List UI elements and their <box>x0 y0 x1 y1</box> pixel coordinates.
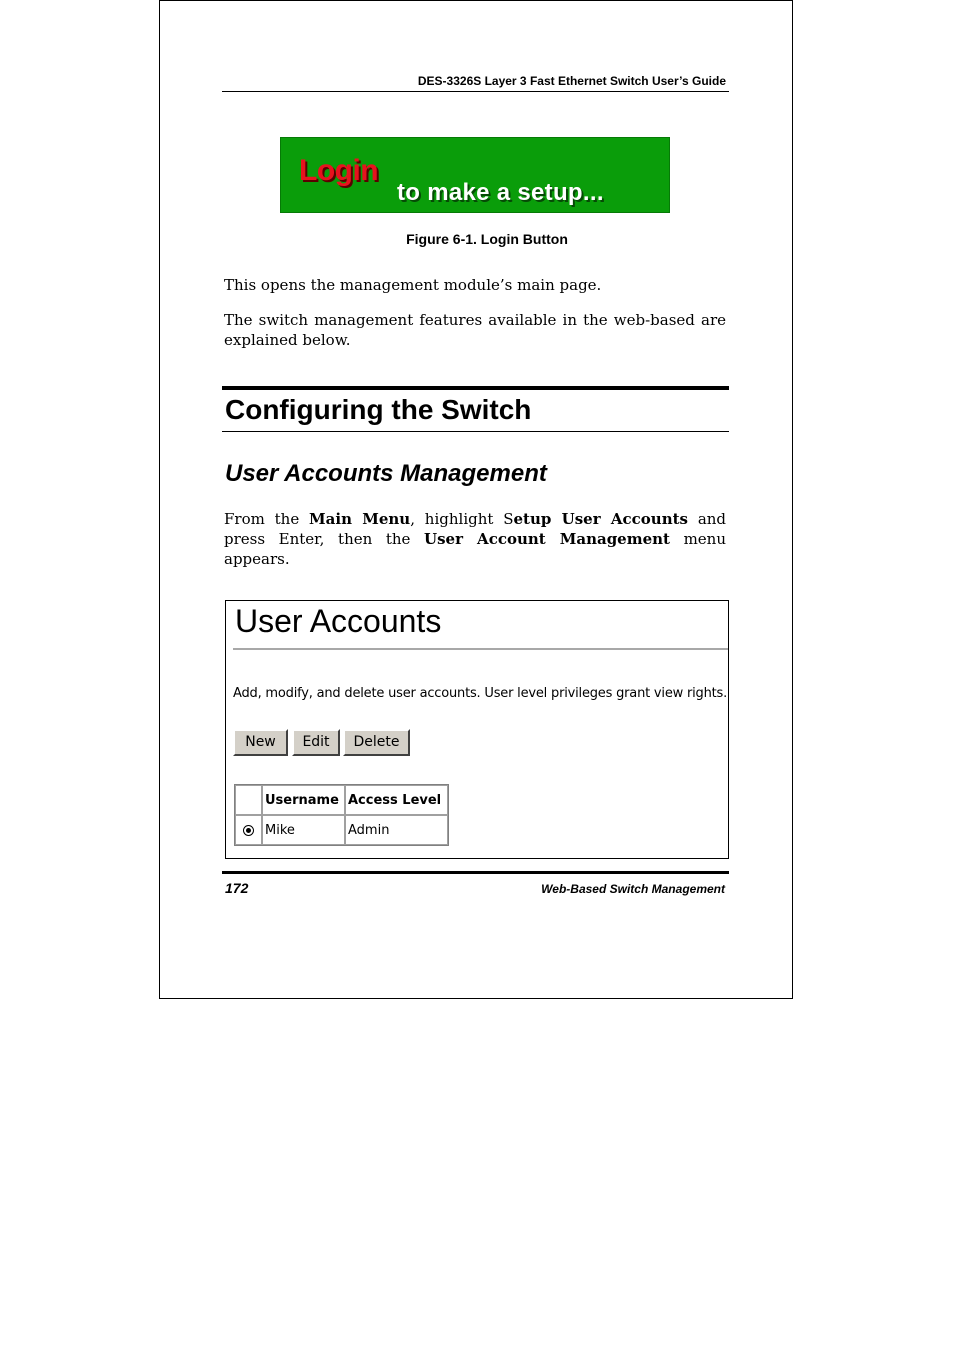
login-banner-tagline: to make a setup... <box>397 179 604 206</box>
user-accounts-title: User Accounts <box>235 603 442 639</box>
page-number: 172 <box>225 880 249 896</box>
user-accounts-table <box>234 784 449 846</box>
row-select-cell <box>235 815 262 845</box>
footer-rule <box>222 871 729 874</box>
footer-title: Web-Based Switch Management <box>541 882 725 896</box>
user-accounts-divider <box>233 648 728 650</box>
instruction-text: and press Enter, then the <box>224 510 727 548</box>
login-banner-word: Login <box>299 154 379 187</box>
table-header-select <box>235 785 262 815</box>
row-radio-button[interactable] <box>243 825 254 836</box>
new-button[interactable]: New <box>233 729 288 756</box>
header-rule <box>222 91 729 92</box>
section-rule-bottom <box>222 431 729 432</box>
row-username: Mike <box>262 815 345 845</box>
instruction-text: menu appears. <box>224 530 727 568</box>
edit-button[interactable]: Edit <box>292 729 340 756</box>
instruction-bold-main-menu: Main Menu <box>309 510 411 528</box>
section-title: Configuring the Switch <box>225 394 532 425</box>
section-rule-top <box>222 386 729 390</box>
running-header: DES-3326S Layer 3 Fast Ethernet Switch User’s Guide <box>417 74 726 88</box>
user-accounts-panel <box>225 600 729 859</box>
instruction-bold-setup: etup User Accounts <box>513 510 688 528</box>
instruction-text: From the <box>224 510 310 528</box>
paragraph-instructions <box>224 509 726 569</box>
radio-selected-dot-icon <box>246 828 251 833</box>
table-header-row <box>235 785 448 815</box>
subsection-title: User Accounts Management <box>225 460 547 487</box>
paragraph-main-page: This opens the management module’s main page. <box>224 276 602 294</box>
table-row <box>235 815 448 845</box>
table-header-access-level: Access Level <box>345 785 448 815</box>
table-header-username: Username <box>262 785 345 815</box>
login-banner <box>280 137 670 213</box>
paragraph-features: The switch management features available in the web-based are explained below. <box>224 311 726 349</box>
instruction-bold-menu-name: User Account Management <box>424 530 670 548</box>
figure-caption: Figure 6-1. Login Button <box>406 231 568 247</box>
instruction-text: , highlight S <box>410 510 514 528</box>
row-access-level: Admin <box>345 815 448 845</box>
delete-button[interactable]: Delete <box>343 729 410 756</box>
user-accounts-description: Add, modify, and delete user accounts. User level privileges grant view rights. <box>233 686 728 701</box>
